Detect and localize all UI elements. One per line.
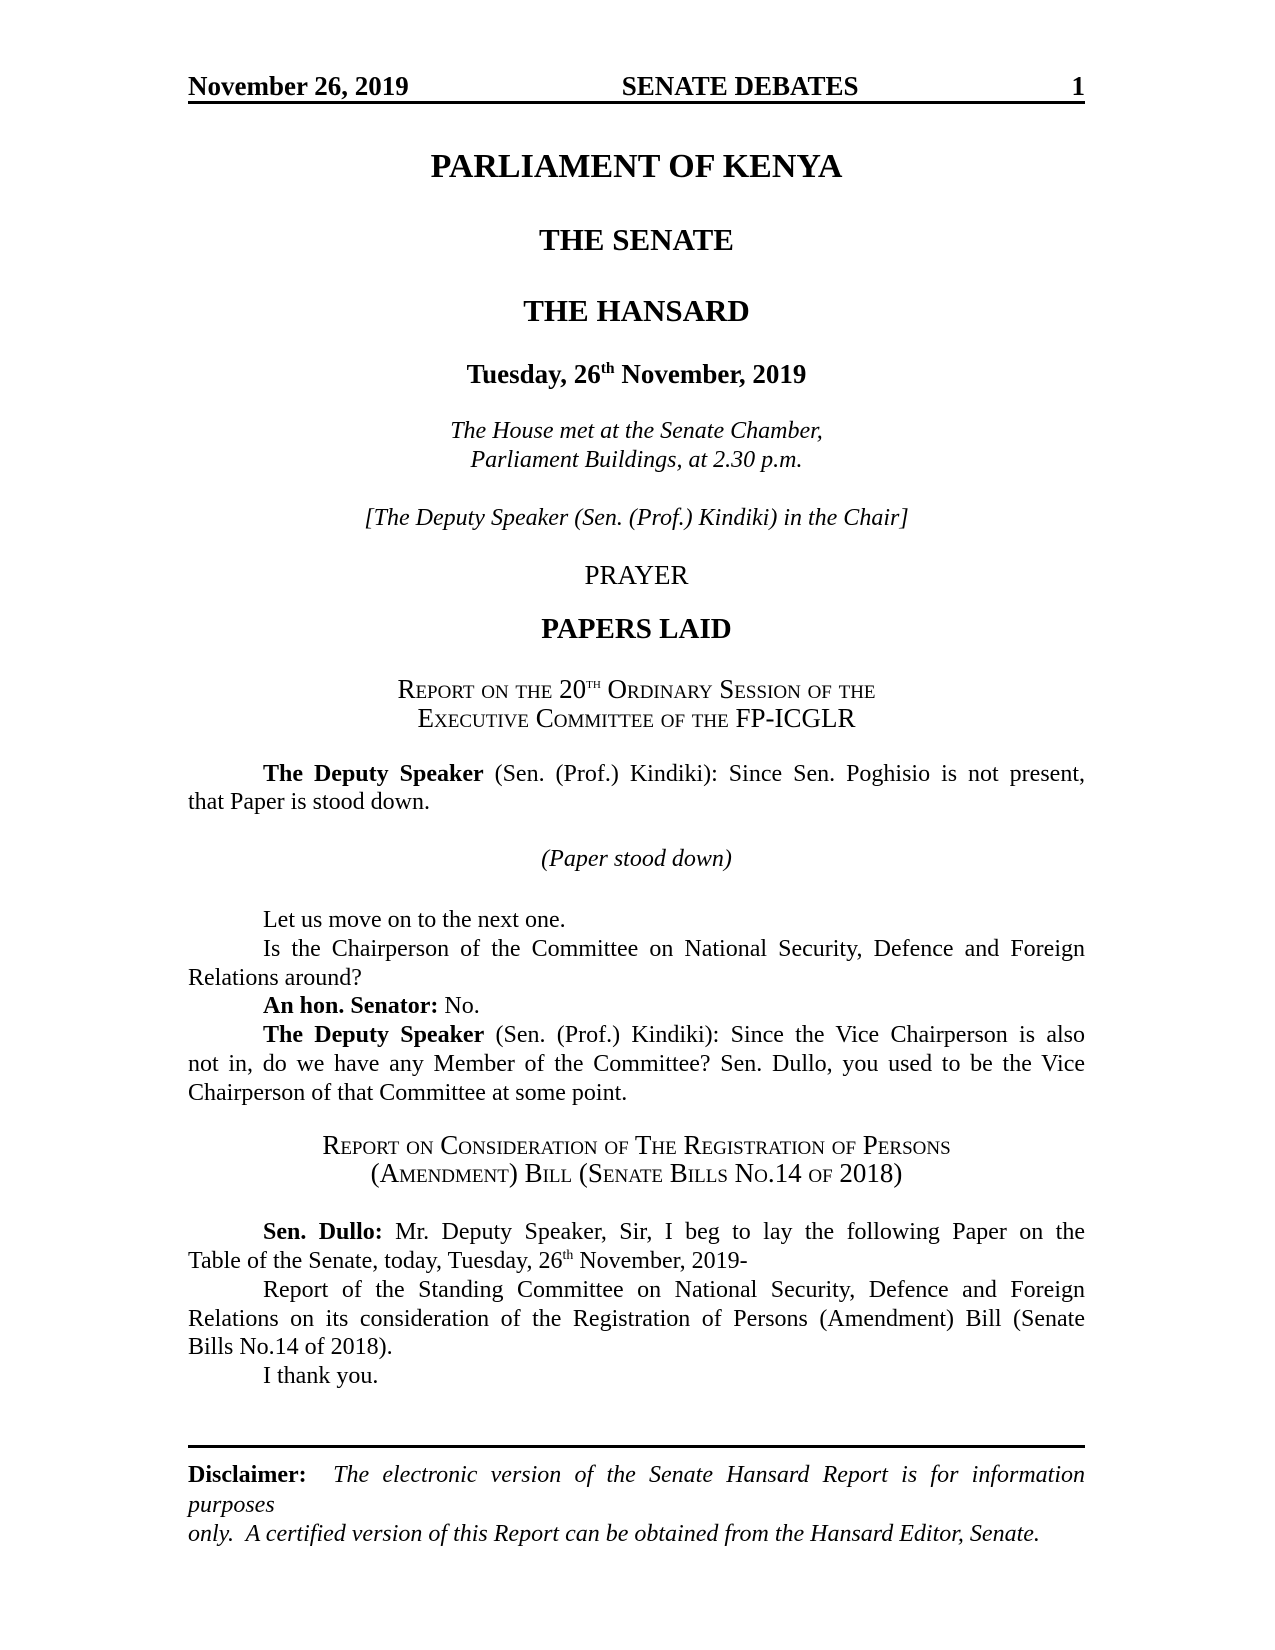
venue-line-1: The House met at the Senate Chamber, — [450, 418, 823, 444]
speech-text: No. — [438, 993, 480, 1020]
speech-hon-senator — [188, 992, 1085, 1021]
heading-ordinal: th — [586, 674, 601, 692]
speech-line: not in, do we have any Member of the Committee? Sen. Dullo, you used to be the Vice — [188, 1050, 1085, 1077]
sitting-date-pre: Tuesday, 26 — [466, 359, 601, 389]
heading-registration-bill-line-2: (Amendment) Bill (Senate Bills No.14 of 2018) — [370, 1158, 903, 1189]
speaker-name: Sen. Dullo: — [263, 1219, 383, 1246]
speaker-name: An hon. Senator: — [263, 993, 439, 1020]
speech-line: Report of the Standing Committee on National Security, Defence and Foreign — [263, 1276, 1085, 1303]
speech-text: (Sen. (Prof.) Kindiki): Since the Vice Chairperson is also — [484, 1022, 1085, 1049]
heading-fp-icglr — [188, 675, 1085, 733]
speech-line — [188, 1247, 1085, 1276]
papers-laid-heading: PAPERS LAID — [541, 613, 732, 646]
heading-text: Report on the 20 — [397, 673, 587, 704]
header-title: SENATE DEBATES — [621, 71, 859, 101]
disclaimer-line-2: only. A certified version of this Report can be obtained from the Hansard Editor, Senate. — [188, 1521, 1040, 1547]
disclaimer-text: The electronic version of the Senate Hansard Report is for information purposes — [188, 1462, 1085, 1518]
heading-text: Ordinary Session of the — [600, 673, 876, 704]
sitting-date-ordinal: th — [600, 360, 615, 377]
heading-registration-bill-line-1: Report on Consideration of The Registration of Persons — [322, 1129, 951, 1160]
parliament-title: PARLIAMENT OF KENYA — [430, 148, 843, 185]
header-page-number: 1 — [1071, 71, 1085, 101]
disclaimer-footer — [188, 1445, 1085, 1550]
speech-text: (Sen. (Prof.) Kindiki): Since Sen. Poghisio is not present, — [483, 760, 1085, 787]
heading-fp-icglr-line-1 — [188, 675, 1085, 704]
page-content — [188, 73, 1085, 1391]
speech-line: Relations around? — [188, 964, 362, 991]
speech-line — [188, 760, 1085, 789]
speech-continuation-block — [188, 906, 1085, 1108]
date-ordinal: th — [562, 1247, 574, 1263]
running-header — [188, 73, 1085, 104]
heading-fp-icglr-line-2: Executive Committee of the FP-ICGLR — [417, 702, 856, 733]
disclaimer-label: Disclaimer: — [188, 1462, 307, 1488]
disclaimer-line-1 — [188, 1461, 1085, 1520]
heading-registration-bill — [188, 1131, 1085, 1189]
speech-text: Mr. Deputy Speaker, Sir, I beg to lay the following Paper on the — [382, 1219, 1086, 1246]
speech-text: November, 2019- — [573, 1247, 748, 1274]
chamber-title: THE SENATE — [539, 222, 734, 257]
speech-deputy-speaker-1 — [188, 760, 1085, 818]
speech-line: Bills No.14 of 2018). — [188, 1334, 393, 1361]
speech-line — [188, 1218, 1085, 1247]
prayer-heading: PRAYER — [584, 560, 689, 591]
speech-line: Relations on its consideration of the Registration of Persons (Amendment) Bill (Senate — [188, 1305, 1085, 1332]
chair-note: [The Deputy Speaker (Sen. (Prof.) Kindiki) in the Chair] — [364, 504, 909, 531]
venue-note — [188, 417, 1085, 475]
speaker-name: The Deputy Speaker — [263, 1022, 485, 1049]
speech-line — [188, 1021, 1085, 1050]
sitting-date-post: November, 2019 — [614, 359, 807, 389]
speech-line: I thank you. — [263, 1363, 379, 1390]
speech-line: Let us move on to the next one. — [263, 906, 566, 933]
speech-sen-dullo — [188, 1218, 1085, 1391]
speaker-name: The Deputy Speaker — [263, 760, 484, 787]
venue-line-2: Parliament Buildings, at 2.30 p.m. — [470, 446, 803, 473]
speech-line: Is the Chairperson of the Committee on National Security, Defence and Foreign — [263, 935, 1085, 962]
speech-text: Table of the Senate, today, Tuesday, 26 — [188, 1247, 563, 1274]
speech-line: that Paper is stood down. — [188, 789, 430, 816]
hansard-title: THE HANSARD — [523, 293, 750, 328]
header-date: November 26, 2019 — [188, 71, 409, 101]
sitting-date — [188, 360, 1085, 389]
stage-direction: (Paper stood down) — [541, 846, 732, 873]
speech-line: Chairperson of that Committee at some point. — [188, 1079, 628, 1106]
